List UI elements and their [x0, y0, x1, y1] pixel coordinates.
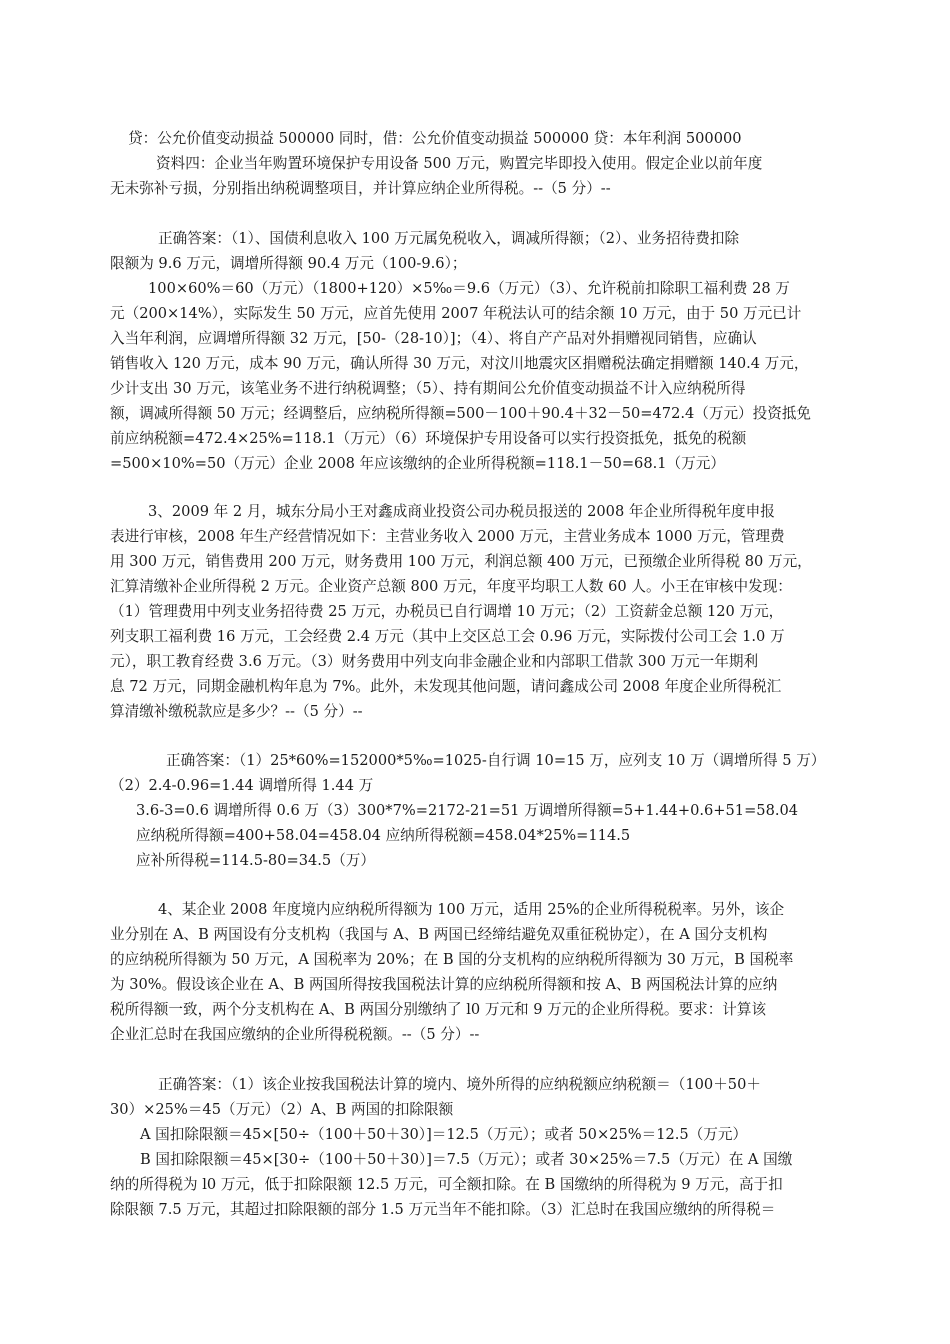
text-line: 纳的所得税为 l0 万元，低于扣除限额 12.5 万元，可全额扣除。在 B 国缴纳的所得税为 9 万元，高于扣	[110, 1176, 783, 1193]
text-line: 前应纳税额=472.4×25%=118.1（万元）（6）环境保护专用设备可以实行投资抵免，抵免的税额	[110, 430, 747, 447]
text-line: 应纳税所得额=400+58.04=458.04 应纳所得税额=458.04*25%=114.5	[136, 827, 631, 844]
text-line: 正确答案：（1）该企业按我国税法计算的境内、境外所得的应纳税额应纳税额＝（100＋50＋	[158, 1076, 761, 1093]
text-line: 息 72 万元，同期金融机构年息为 7%。此外，未发现其他问题，请问鑫成公司 2008 年度企业所得税汇	[110, 678, 782, 695]
text-line: 除限额 7.5 万元，其超过扣除限额的部分 1.5 万元当年不能扣除。（3）汇总时在我国应缴纳的所得税＝	[110, 1201, 776, 1218]
text-line: （2）2.4-0.96=1.44 调增所得 1.44 万	[110, 777, 374, 794]
text-line: 元（200×14%），实际发生 50 万元，应首先使用 2007 年税法认可的结余额 10 万元，由于 50 万元已计	[110, 305, 802, 322]
text-line: 的应纳税所得额为 50 万元，A 国税率为 20%；在 B 国的分支机构的应纳税所得额为 30 万元，B 国税率	[110, 951, 794, 968]
text-line: 企业汇总时在我国应缴纳的企业所得税税额。--（5 分）--	[110, 1026, 480, 1043]
text-line: 资料四：企业当年购置环境保护专用设备 500 万元，购置完毕即投入使用。假定企业以前年度	[156, 155, 763, 172]
text-line: 列支职工福利费 16 万元，工会经费 2.4 万元（其中上交区总工会 0.96 万元，实际拨付公司工会 1.0 万	[110, 628, 785, 645]
text-line: 业分别在 A、B 两国设有分支机构（我国与 A、B 两国已经缔结避免双重征税协定），在 A 国分支机构	[110, 926, 768, 943]
text-line: 为 30%。假设该企业在 A、B 两国所得按我国税法计算的应纳税所得额和按 A、B 两国税法计算的应纳	[110, 976, 778, 993]
text-line: 贷：公允价值变动损益 500000 同时，借：公允价值变动损益 500000 贷：本年利润 500000	[128, 130, 742, 147]
text-line: 应补所得税=114.5-80=34.5（万）	[136, 852, 375, 869]
text-line: =500×10%=50（万元）企业 2008 年应该缴纳的企业所得税额=118.1－50=68.1（万元）	[110, 455, 725, 472]
text-line: 元），职工教育经费 3.6 万元。（3）财务费用中列支向非金融企业和内部职工借款 300 万元一年期利	[110, 653, 759, 670]
text-line: 税所得额一致，两个分支机构在 A、B 两国分别缴纳了 l0 万元和 9 万元的企业所得税。要求：计算该	[110, 1001, 767, 1018]
text-line: 额，调减所得额 50 万元；经调整后，应纳税所得额=500－100＋90.4＋32－50=472.4（万元）投资抵免	[110, 405, 812, 422]
text-line: 100×60%＝60（万元）（1800+120）×5‰＝9.6（万元）（3）、允许税前扣除职工福利费 28 万	[148, 280, 790, 297]
text-line: 算清缴补缴税款应是多少？--（5 分）--	[110, 703, 363, 720]
text-line: （1）管理费用中列支业务招待费 25 万元，办税员已自行调增 10 万元；（2）工资薪金总额 120 万元，	[110, 603, 784, 620]
text-line: 销售收入 120 万元，成本 90 万元，确认所得 30 万元，对汶川地震灾区捐赠税法确定捐赠额 140.4 万元，	[110, 355, 809, 372]
text-line: B 国扣除限额＝45×[30÷（100＋50＋30）]＝7.5（万元）；或者 30×25%＝7.5（万元）在 A 国缴	[140, 1151, 793, 1168]
text-line: 限额为 9.6 万元，调增所得额 90.4 万元（100-9.6）；	[110, 255, 467, 272]
text-line: 无未弥补亏损，分别指出纳税调整项目，并计算应纳企业所得税。--（5 分）--	[110, 180, 611, 197]
text-line: 4、某企业 2008 年度境内应纳税所得额为 100 万元，适用 25%的企业所得税税率。另外，该企	[158, 901, 785, 918]
text-line: 正确答案：（1）、国债利息收入 100 万元属免税收入，调减所得额；（2）、业务招待费扣除	[158, 230, 740, 247]
text-line: 汇算清缴补企业所得税 2 万元。企业资产总额 800 万元，年度平均职工人数 60 人。小王在审核中发现：	[110, 578, 792, 595]
text-line: 3、2009 年 2 月，城东分局小王对鑫成商业投资公司办税员报送的 2008 年企业所得税年度申报	[148, 503, 775, 520]
text-line: 正确答案：（1）25*60%=152000*5‰=1025-自行调 10=15 万，应列支 10 万（调增所得 5 万）	[166, 752, 826, 769]
text-line: A 国扣除限额＝45×[50÷（100＋50＋30）]＝12.5（万元）；或者 50×25%＝12.5（万元）	[140, 1126, 748, 1143]
text-line: 30）×25%＝45（万元）（2）A、B 两国的扣除限额	[110, 1101, 454, 1118]
text-line: 表进行审核，2008 年生产经营情况如下：主营业务收入 2000 万元，主营业务成本 1000 万元，管理费	[110, 528, 785, 545]
text-line: 3.6-3=0.6 调增所得 0.6 万（3）300*7%=2172-21=51 万调增所得额=5+1.44+0.6+51=58.04	[136, 802, 799, 819]
text-line: 用 300 万元，销售费用 200 万元，财务费用 100 万元，利润总额 400 万元，已预缴企业所得税 80 万元，	[110, 553, 812, 570]
text-line: 入当年利润，应调增所得额 32 万元，[50-（28-10）]；（4）、将自产产品对外捐赠视同销售，应确认	[110, 330, 757, 347]
text-line: 少计支出 30 万元，该笔业务不进行纳税调整；（5）、持有期间公允价值变动损益不计入应纳税所得	[110, 380, 746, 397]
